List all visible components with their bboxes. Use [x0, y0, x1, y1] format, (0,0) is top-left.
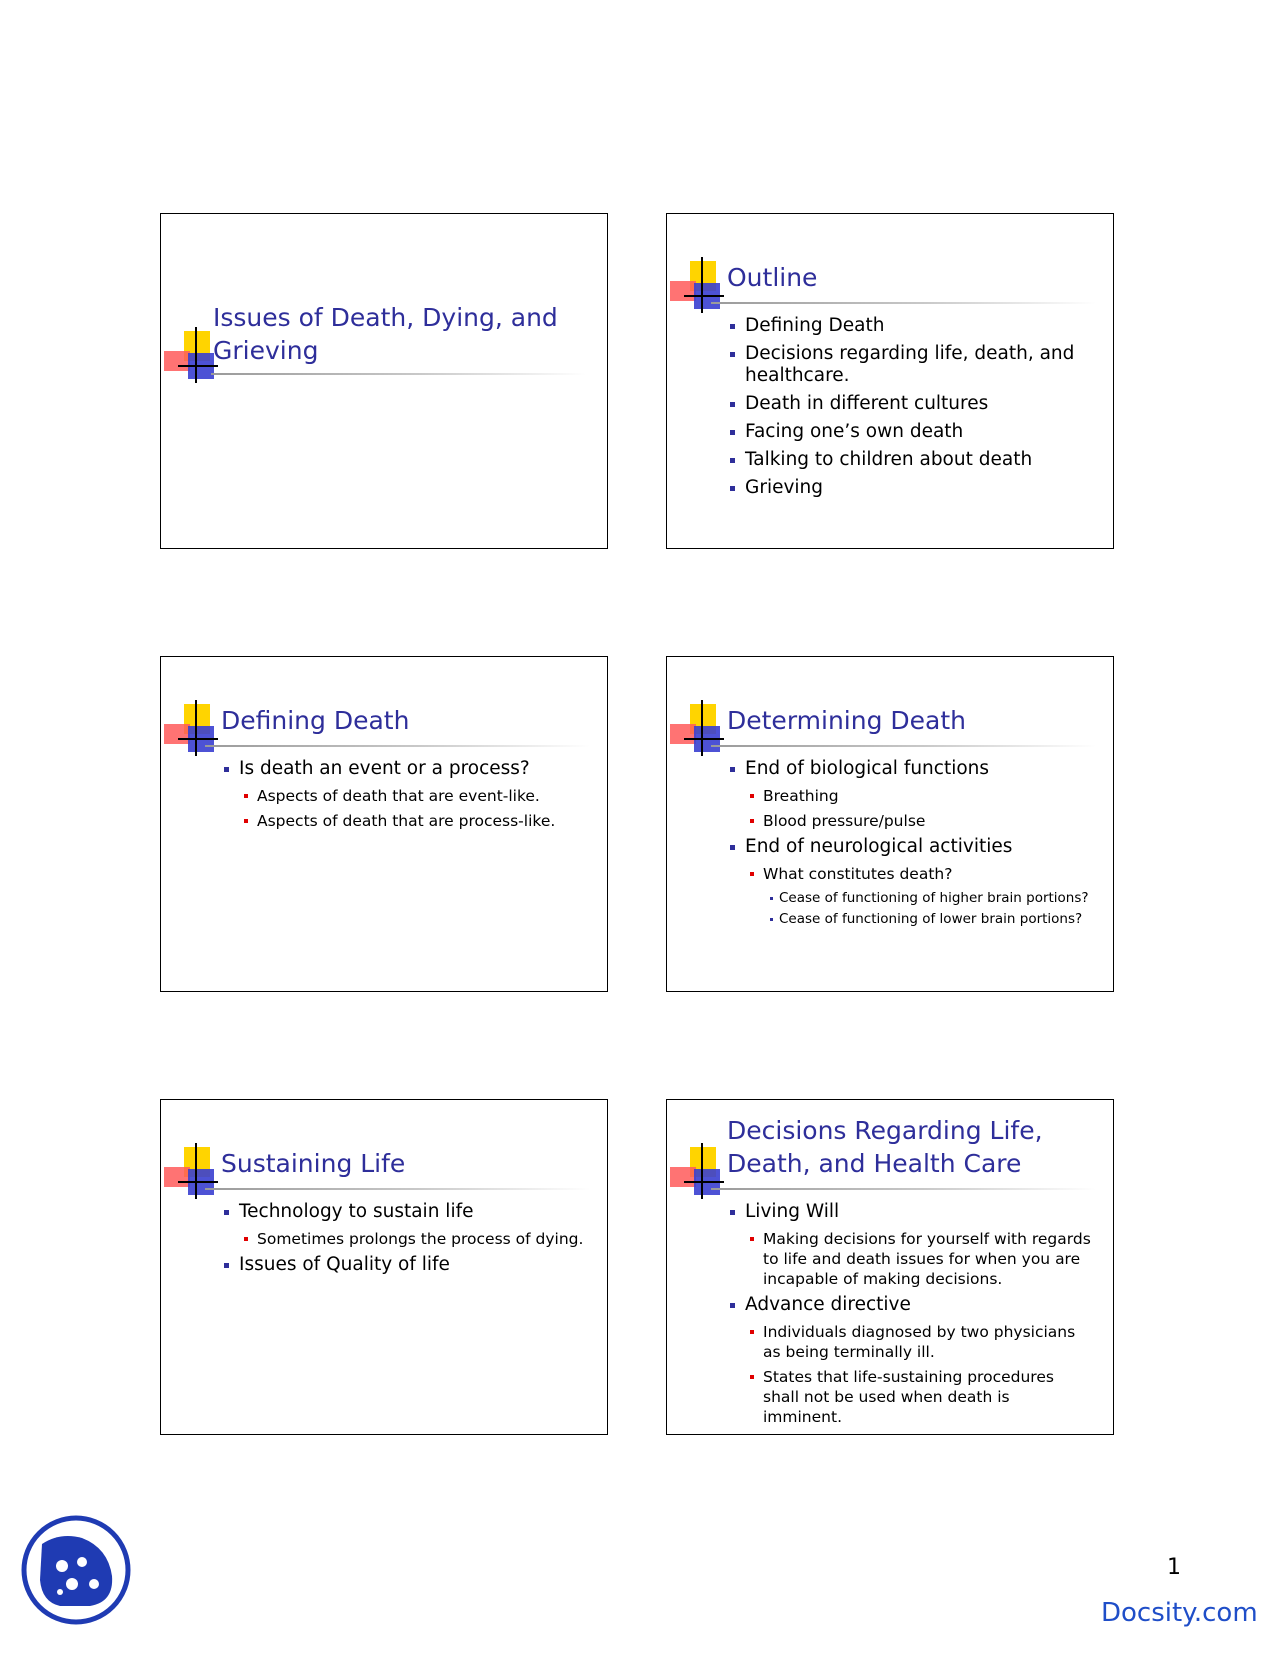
sub-bullet-item: Making decisions for yourself with regards to life and death issues for when you are incapable of making decisions. [749, 1229, 1091, 1289]
slide-decoration-icon [164, 704, 224, 764]
sub-bullet-item: Sometimes prolongs the process of dying. [243, 1229, 598, 1249]
slide-1 [160, 213, 608, 549]
slide-title: Issues of Death, Dying, and Grieving [213, 303, 558, 365]
brand-link[interactable]: Docsity.com [1101, 1598, 1258, 1628]
slide-5 [160, 1099, 608, 1435]
sub-bullet-item: What constitutes death? [749, 864, 1104, 884]
slide-decoration-icon [164, 1147, 224, 1207]
bullet-list [729, 1201, 1091, 1432]
sub-bullet-item: Aspects of death that are event-like. [243, 786, 593, 806]
slide-title: Defining Death [221, 706, 410, 735]
title-rule [205, 745, 590, 747]
bullet-list [729, 758, 1104, 931]
slide-decoration-icon [670, 704, 730, 764]
bullet-item: End of biological functions [729, 758, 1104, 780]
bullet-item: Talking to children about death [729, 449, 1089, 471]
slide-title: Sustaining Life [221, 1149, 406, 1178]
sub-bullet-item: Breathing [749, 786, 1104, 806]
slide-title: Decisions Regarding Life, Death, and Health Care [727, 1116, 1043, 1178]
slide-title: Outline [727, 263, 818, 292]
slide-3 [160, 656, 608, 992]
bullet-item: Issues of Quality of life [223, 1254, 598, 1276]
title-rule [711, 302, 1096, 304]
bullet-item: Grieving [729, 477, 1089, 499]
slide-title: Determining Death [727, 706, 967, 735]
title-rule [711, 745, 1096, 747]
sub-bullet-item: Blood pressure/pulse [749, 811, 1104, 831]
title-rule [205, 1188, 590, 1190]
bullet-list [223, 1201, 598, 1282]
bullet-item: Death in different cultures [729, 393, 1089, 415]
bullet-item: Living Will [729, 1201, 1091, 1223]
slide-4 [666, 656, 1114, 992]
sub-bullet-item: Aspects of death that are process-like. [243, 811, 593, 831]
docsity-logo-icon[interactable] [20, 1514, 132, 1626]
bullet-item: End of neurological activities [729, 836, 1104, 858]
bullet-item: Defining Death [729, 315, 1089, 337]
bullet-item: Decisions regarding life, death, and healthcare. [729, 343, 1089, 387]
bullet-item: Technology to sustain life [223, 1201, 598, 1223]
bullet-item: Facing one’s own death [729, 421, 1089, 443]
sub-bullet-item: Individuals diagnosed by two physicians as being terminally ill. [749, 1322, 1091, 1362]
slide-decoration-icon [670, 1147, 730, 1207]
bullet-item: Is death an event or a process? [223, 758, 593, 780]
sub-bullet-item: States that life-sustaining procedures shall not be used when death is imminent. [749, 1367, 1091, 1427]
bullet-list [729, 315, 1089, 505]
bullet-item: Advance directive [729, 1294, 1091, 1316]
slide-6 [666, 1099, 1114, 1435]
slide-2 [666, 213, 1114, 549]
slide-decoration-icon [670, 261, 730, 321]
sub-sub-bullet-item: Cease of functioning of lower brain portions? [769, 910, 1104, 928]
sub-sub-bullet-item: Cease of functioning of higher brain portions? [769, 889, 1104, 907]
page-number: 1 [1167, 1555, 1181, 1580]
title-rule [711, 1188, 1096, 1190]
title-rule [211, 373, 586, 375]
bullet-list [223, 758, 593, 836]
